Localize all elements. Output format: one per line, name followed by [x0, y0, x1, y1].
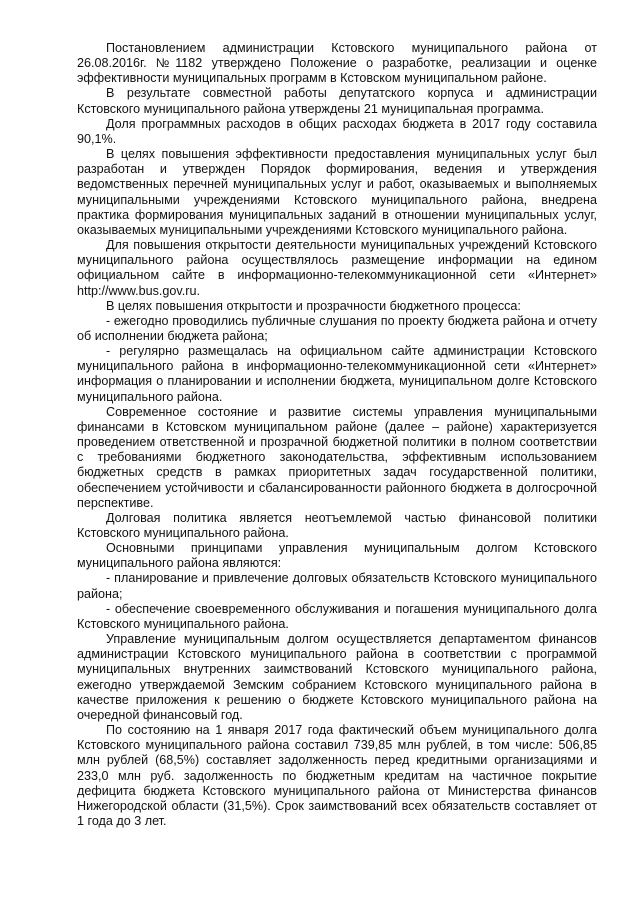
paragraph-debt-principles-intro: Основными принципами управления муниципальным долгом Кстовского муниципального района являются: [77, 541, 597, 571]
list-item-debt-servicing: - обеспечение своевременного обслуживания и погашения муниципального долга Кстовского муниципального района. [77, 601, 597, 631]
list-item-public-hearings: - ежегодно проводились публичные слушания по проекту бюджета района и отчету об исполнении бюджета района; [77, 313, 597, 343]
list-item-debt-planning: - планирование и привлечение долговых обязательств Кстовского муниципального района; [77, 571, 597, 601]
document-page [77, 41, 597, 829]
paragraph-debt-policy: Долговая политика является неотъемлемой частью финансовой политики Кстовского муниципального района. [77, 510, 597, 540]
paragraph-debt-management: Управление муниципальным долгом осуществляется департаментом финансов администрации Кстовского муниципального района в соответствии с программой муниципальных внутренних заимствований Кстовского муниципального района, ежегодно утверждаемой Земским собранием Кстовского муниципального района в качестве приложения к решению о бюджете Кстовского муниципального района на очередной финансовый год. [77, 632, 597, 722]
paragraph-finance-management-state: Современное состояние и развитие системы управления муниципальными финансами в Кстовском муниципальном районе (далее – районе) характеризуется проведением ответственной и прозрачной бюджетной политики в полном соответствии с требованиями бюджетного законодательства, эффективным использованием бюджетных средств в рамках приоритетных задач государственной политики, обеспечением устойчивости и сбалансированности районного бюджета в долгосрочной перспективе. [77, 404, 597, 510]
paragraph-programs-approved: В результате совместной работы депутатского корпуса и администрации Кстовского муниципального района утверждены 21 муниципальная программа. [77, 86, 597, 116]
paragraph-services-efficiency: В целях повышения эффективности предоставления муниципальных услуг был разработан и утвержден Порядок формирования, ведения и утверждения ведомственных перечней муниципальных услуг и работ, оказываемых и выполняемых муниципальными учреждениями Кстовского муниципального района, внедрена практика формирования муниципальных заданий в отношении муниципальных услуг, оказываемых муниципальными учреждениями Кстовского муниципального района. [77, 147, 597, 237]
paragraph-debt-volume: По состоянию на 1 января 2017 года фактический объем муниципального долга Кстовского муниципального района составил 739,85 млн рублей, в том числе: 506,85 млн рублей (68,5%) составляет задолженность перед кредитными организациями и 233,0 млн руб. задолженность по бюджетным кредитам на частичное покрытие дефицита бюджета Кстовского муниципального района от Министерства финансов Нижегородской области (31,5%). Срок заимствований всех обязательств составляет от 1 года до 3 лет. [77, 723, 597, 828]
list-item-website-publication: - регулярно размещалась на официальном сайте администрации Кстовского муниципального района в информационно-телекоммуникационной сети «Интернет» информация о планировании и исполнении бюджета, муниципальном долге Кстовского муниципального района. [77, 344, 597, 404]
paragraph-budget-transparency-intro: В целях повышения открытости и прозрачности бюджетного процесса: [106, 298, 521, 313]
paragraph-institutions-openness: Для повышения открытости деятельности муниципальных учреждений Кстовского муниципального района осуществлялось размещение информации на едином официальном сайте в информационно-телекоммуникационной сети «Интернет» http://www.bus.gov.ru. [77, 238, 597, 298]
paragraph-program-regulation: Постановлением администрации Кстовского муниципального района от 26.08.2016г. №1182 утверждено Положение о разработке, реализации и оценке эффективности муниципальных программ в Кстовском муниципальном районе. [77, 41, 597, 86]
paragraph-program-expense-share: Доля программных расходов в общих расходах бюджета в 2017 году составила 90,1%. [77, 116, 597, 146]
